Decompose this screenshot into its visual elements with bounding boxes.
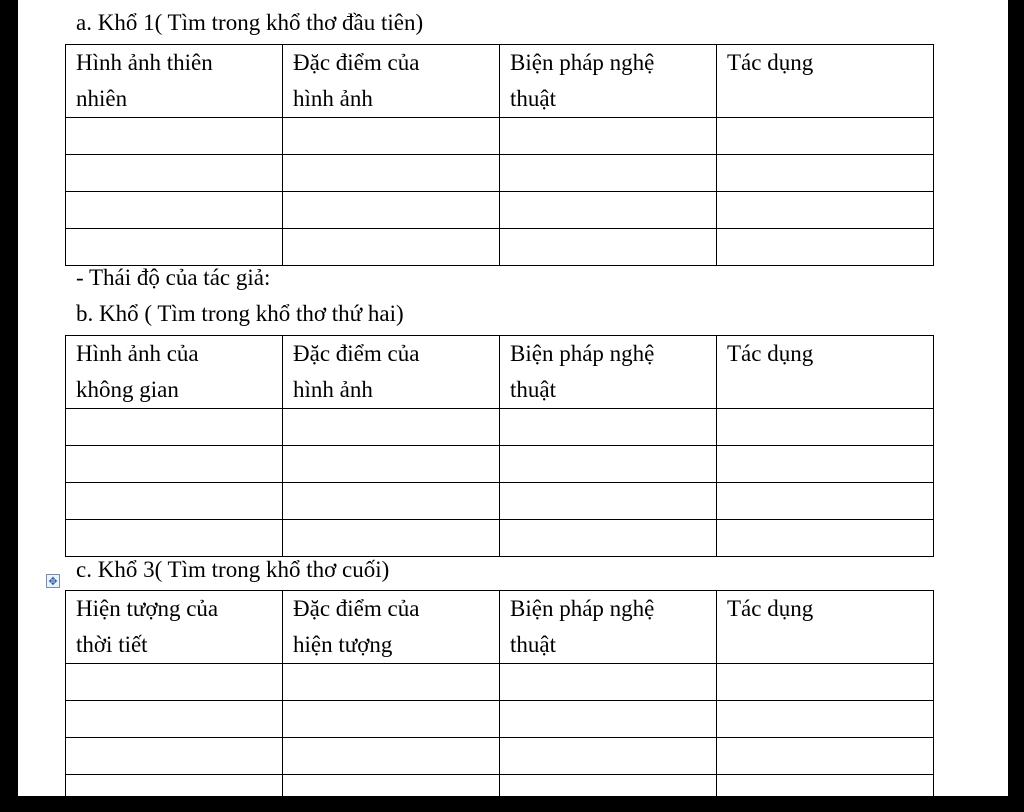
empty-cell[interactable] bbox=[283, 409, 500, 446]
table-row bbox=[66, 483, 934, 520]
empty-cell[interactable] bbox=[500, 738, 717, 775]
header-cell[interactable]: Hiện tượng của thời tiết bbox=[66, 591, 283, 664]
empty-cell[interactable] bbox=[283, 664, 500, 701]
table-header-row bbox=[66, 45, 934, 118]
table-section-b bbox=[65, 335, 934, 557]
empty-cell[interactable] bbox=[283, 483, 500, 520]
table-row bbox=[66, 155, 934, 192]
table-header-row bbox=[66, 591, 934, 664]
header-cell[interactable]: Đặc điểm của hình ảnh bbox=[283, 336, 500, 409]
table-row bbox=[66, 192, 934, 229]
header-cell[interactable]: Đặc điểm của hiện tượng bbox=[283, 591, 500, 664]
empty-cell[interactable] bbox=[66, 701, 283, 738]
empty-cell[interactable] bbox=[66, 520, 283, 557]
empty-cell[interactable] bbox=[66, 775, 283, 812]
empty-cell[interactable] bbox=[66, 664, 283, 701]
empty-cell[interactable] bbox=[66, 192, 283, 229]
table-section-c bbox=[65, 590, 934, 812]
header-cell[interactable]: Hình ảnh thiên nhiên bbox=[66, 45, 283, 118]
table-row bbox=[66, 664, 934, 701]
empty-cell[interactable] bbox=[283, 192, 500, 229]
empty-cell[interactable] bbox=[66, 409, 283, 446]
empty-cell[interactable] bbox=[283, 118, 500, 155]
table-row bbox=[66, 229, 934, 266]
empty-cell[interactable] bbox=[66, 738, 283, 775]
empty-cell[interactable] bbox=[717, 738, 934, 775]
empty-cell[interactable] bbox=[717, 701, 934, 738]
empty-cell[interactable] bbox=[717, 155, 934, 192]
table-row bbox=[66, 520, 934, 557]
table-row bbox=[66, 118, 934, 155]
empty-cell[interactable] bbox=[717, 775, 934, 812]
header-cell[interactable]: Biện pháp nghệ thuật bbox=[500, 336, 717, 409]
empty-cell[interactable] bbox=[66, 446, 283, 483]
empty-cell[interactable] bbox=[283, 520, 500, 557]
empty-cell[interactable] bbox=[717, 446, 934, 483]
empty-cell[interactable] bbox=[717, 664, 934, 701]
empty-cell[interactable] bbox=[283, 701, 500, 738]
empty-cell[interactable] bbox=[500, 701, 717, 738]
empty-cell[interactable] bbox=[283, 738, 500, 775]
header-cell[interactable]: Tác dụng bbox=[717, 45, 934, 118]
empty-cell[interactable] bbox=[717, 483, 934, 520]
table-section-a bbox=[65, 44, 934, 266]
empty-cell[interactable] bbox=[66, 155, 283, 192]
empty-cell[interactable] bbox=[500, 409, 717, 446]
section-a-heading: a. Khổ 1( Tìm trong khổ thơ đầu tiên) bbox=[76, 10, 424, 35]
empty-cell[interactable] bbox=[717, 229, 934, 266]
table-row bbox=[66, 775, 934, 812]
empty-cell[interactable] bbox=[717, 192, 934, 229]
empty-cell[interactable] bbox=[66, 483, 283, 520]
empty-cell[interactable] bbox=[500, 775, 717, 812]
four-way-arrow-icon[interactable]: ✥ bbox=[46, 574, 60, 588]
empty-cell[interactable] bbox=[500, 446, 717, 483]
empty-cell[interactable] bbox=[500, 664, 717, 701]
empty-cell[interactable] bbox=[717, 520, 934, 557]
empty-cell[interactable] bbox=[283, 155, 500, 192]
empty-cell[interactable] bbox=[500, 155, 717, 192]
section-b-heading: b. Khổ ( Tìm trong khổ thơ thứ hai) bbox=[76, 301, 404, 326]
header-cell[interactable]: Biện pháp nghệ thuật bbox=[500, 45, 717, 118]
empty-cell[interactable] bbox=[717, 409, 934, 446]
header-cell[interactable]: Đặc điểm của hình ảnh bbox=[283, 45, 500, 118]
empty-cell[interactable] bbox=[66, 118, 283, 155]
empty-cell[interactable] bbox=[500, 229, 717, 266]
table-row bbox=[66, 409, 934, 446]
header-cell[interactable]: Tác dụng bbox=[717, 336, 934, 409]
header-cell[interactable]: Biện pháp nghệ thuật bbox=[500, 591, 717, 664]
empty-cell[interactable] bbox=[283, 775, 500, 812]
table-row bbox=[66, 446, 934, 483]
header-cell[interactable]: Tác dụng bbox=[717, 591, 934, 664]
empty-cell[interactable] bbox=[500, 520, 717, 557]
empty-cell[interactable] bbox=[500, 118, 717, 155]
section-c-heading: c. Khổ 3( Tìm trong khổ thơ cuối) bbox=[76, 557, 390, 582]
header-cell[interactable]: Hình ảnh của không gian bbox=[66, 336, 283, 409]
empty-cell[interactable] bbox=[500, 483, 717, 520]
table-header-row bbox=[66, 336, 934, 409]
table-row bbox=[66, 701, 934, 738]
empty-cell[interactable] bbox=[283, 229, 500, 266]
empty-cell[interactable] bbox=[283, 446, 500, 483]
document-page bbox=[18, 0, 1008, 796]
empty-cell[interactable] bbox=[66, 229, 283, 266]
author-attitude-label: - Thái độ của tác giả: bbox=[76, 265, 271, 290]
empty-cell[interactable] bbox=[717, 118, 934, 155]
table-row bbox=[66, 738, 934, 775]
empty-cell[interactable] bbox=[500, 192, 717, 229]
